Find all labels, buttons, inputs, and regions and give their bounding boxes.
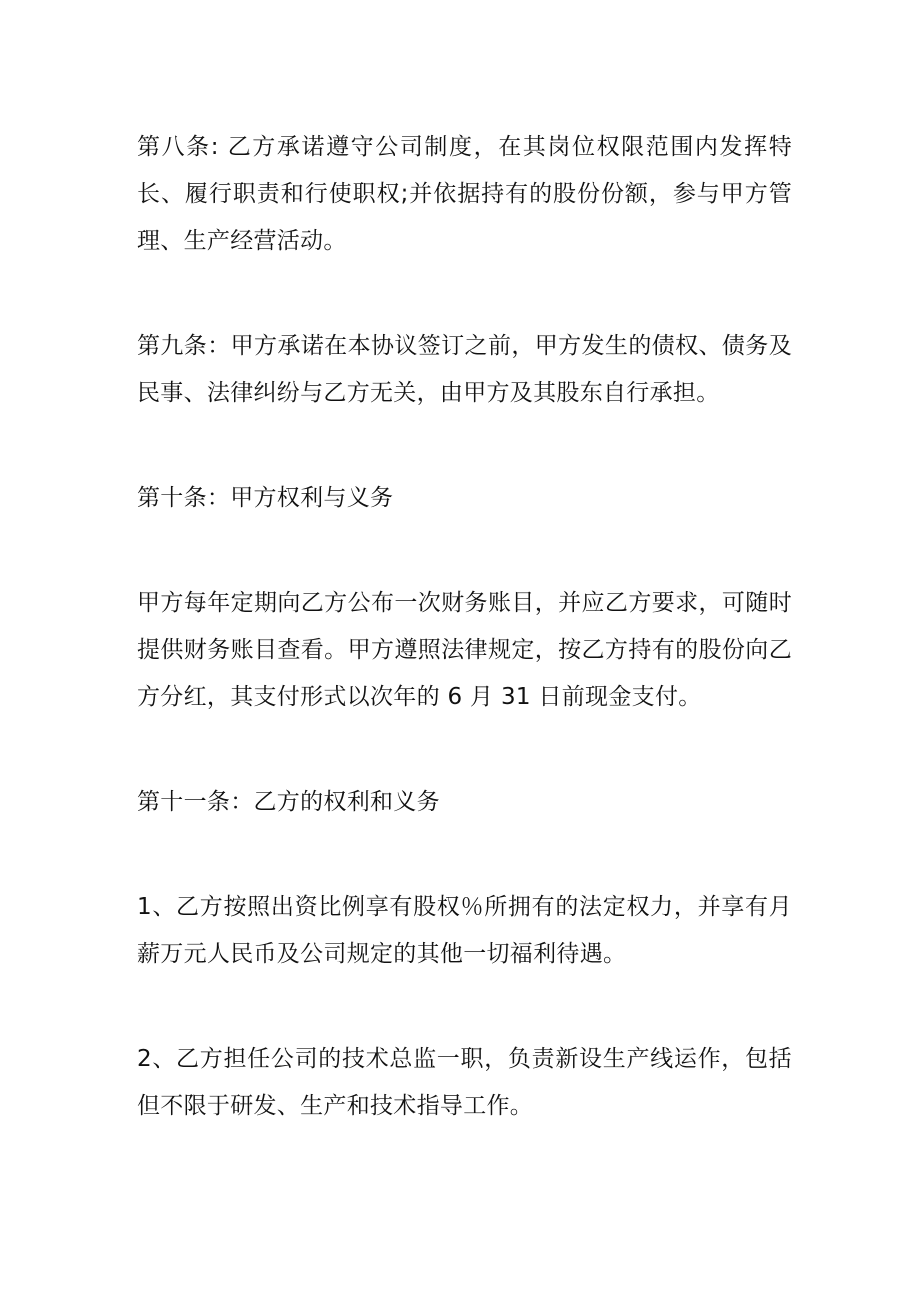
- article-9-paragraph: 第九条：甲方承诺在本协议签订之前，甲方发生的债权、债务及民事、法律纠纷与乙方无关，由甲方及其股东自行承担。: [137, 333, 792, 406]
- paragraph-spacer: [137, 522, 792, 580]
- document-body: [137, 124, 792, 1130]
- article-11-item-2-paragraph: 2、乙方担任公司的技术总监一职，负责新设生产线运作，包括但不限于研发、生产和技术指导工作。: [137, 1046, 792, 1119]
- paragraph-spacer: [137, 417, 792, 475]
- article-11-heading: 第十一条：乙方的权利和义务: [137, 789, 440, 815]
- paragraph-spacer: [137, 721, 792, 779]
- article-8-paragraph: 第八条: 乙方承诺遵守公司制度，在其岗位权限范围内发挥特长、履行职责和行使职权;并依据持有的股份份额，参与甲方管理、生产经营活动。: [137, 134, 792, 254]
- article-11-item-1-paragraph: 1、乙方按照出资比例享有股权％所拥有的法定权力，并享有月薪万元人民币及公司规定的其他一切福利待遇。: [137, 894, 792, 967]
- paragraph-spacer: [137, 826, 792, 884]
- paragraph-spacer: [137, 265, 792, 323]
- paragraph-spacer: [137, 978, 792, 1036]
- article-10-heading: 第十条：甲方权利与义务: [137, 485, 394, 511]
- article-10-body-paragraph: 甲方每年定期向乙方公布一次财务账目，并应乙方要求，可随时提供财务账目查看。甲方遵照法律规定，按乙方持有的股份向乙方分红，其支付形式以次年的 6 月 31 日前现金支付。: [137, 590, 792, 710]
